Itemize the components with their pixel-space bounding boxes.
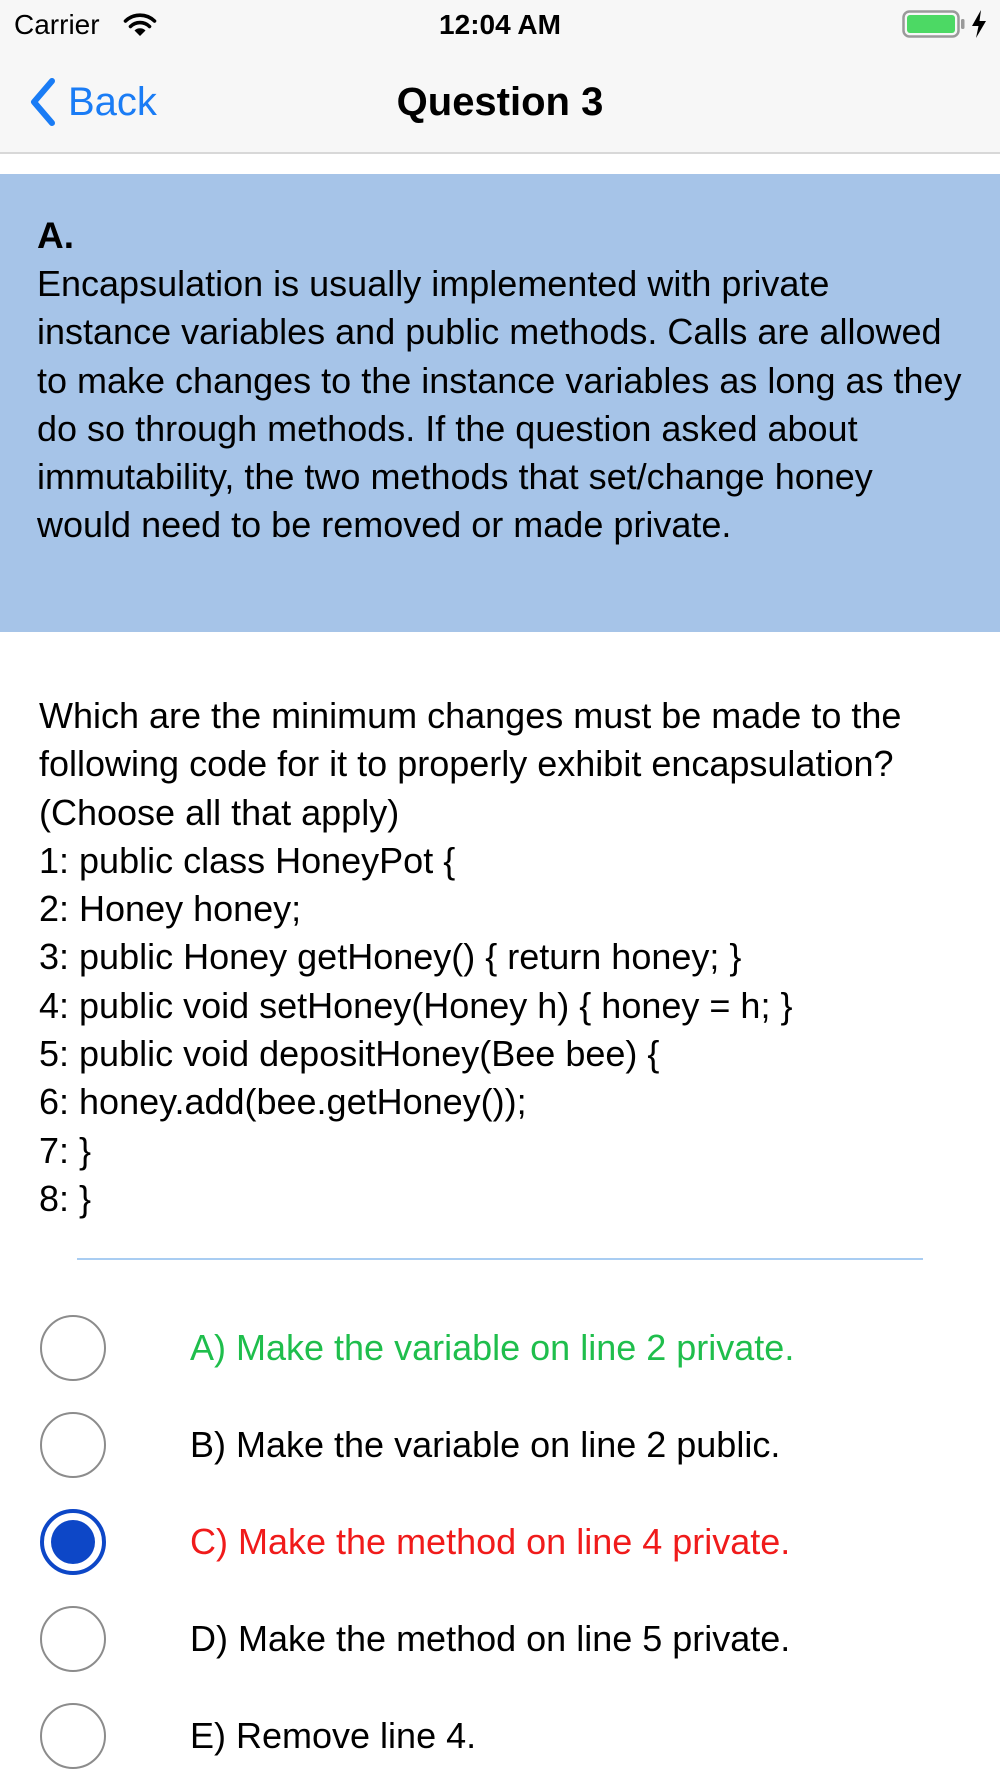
code-line: 3: public Honey getHoney() { return honey; }: [39, 936, 742, 978]
option-c-label: C) Make the method on line 4 private.: [190, 1521, 791, 1562]
code-line: 7: }: [39, 1129, 92, 1171]
code-line: 8: }: [39, 1177, 92, 1219]
radio-button-b[interactable]: [40, 1412, 106, 1478]
option-d[interactable]: [40, 1603, 980, 1675]
navigation-bar: [0, 50, 1000, 154]
code-line: 6: honey.add(bee.getHoney());: [39, 1081, 527, 1123]
option-b[interactable]: [40, 1409, 980, 1481]
question-text: [39, 692, 979, 1223]
option-a[interactable]: [40, 1312, 980, 1384]
battery-icon: [902, 10, 966, 38]
radio-selected-dot: [51, 1520, 95, 1564]
carrier-label: Carrier: [14, 9, 100, 40]
code-line: 1: public class HoneyPot {: [39, 839, 456, 881]
divider: [77, 1258, 923, 1260]
option-a-label: A) Make the variable on line 2 private.: [190, 1327, 795, 1368]
page-title: Question 3: [396, 80, 604, 124]
option-e[interactable]: [40, 1700, 980, 1772]
radio-button-c[interactable]: [40, 1509, 106, 1575]
code-line: 5: public void depositHoney(Bee bee) {: [39, 1033, 660, 1075]
radio-button-a[interactable]: [40, 1315, 106, 1381]
option-e-label: E) Remove line 4.: [190, 1715, 477, 1756]
option-b-label: B) Make the variable on line 2 public.: [190, 1424, 781, 1465]
question-prompt: Which are the minimum changes must be made to the following code for it to properly exhibit encapsulation? (Choose all that apply): [39, 695, 902, 833]
back-label: Back: [68, 80, 157, 124]
code-line: 2: Honey honey;: [39, 888, 302, 930]
charging-icon: [970, 9, 988, 39]
explanation-text: Encapsulation is usually implemented with private instance variables and public methods. Calls are allowed to make changes to the instance variables as long as they do so through methods. If the question asked about immutability, the two methods that set/change honey would need to be removed or made private.: [37, 263, 962, 546]
status-time: 12:04 AM: [439, 9, 561, 40]
code-line: 4: public void setHoney(Honey h) { honey = h; }: [39, 984, 793, 1026]
option-d-label: D) Make the method on line 5 private.: [190, 1618, 791, 1659]
radio-button-e[interactable]: [40, 1703, 106, 1769]
option-c[interactable]: [40, 1506, 980, 1578]
status-bar: [0, 0, 1000, 50]
radio-button-d[interactable]: [40, 1606, 106, 1672]
explanation-panel: [0, 174, 1000, 632]
explanation-heading: A.: [37, 215, 74, 256]
